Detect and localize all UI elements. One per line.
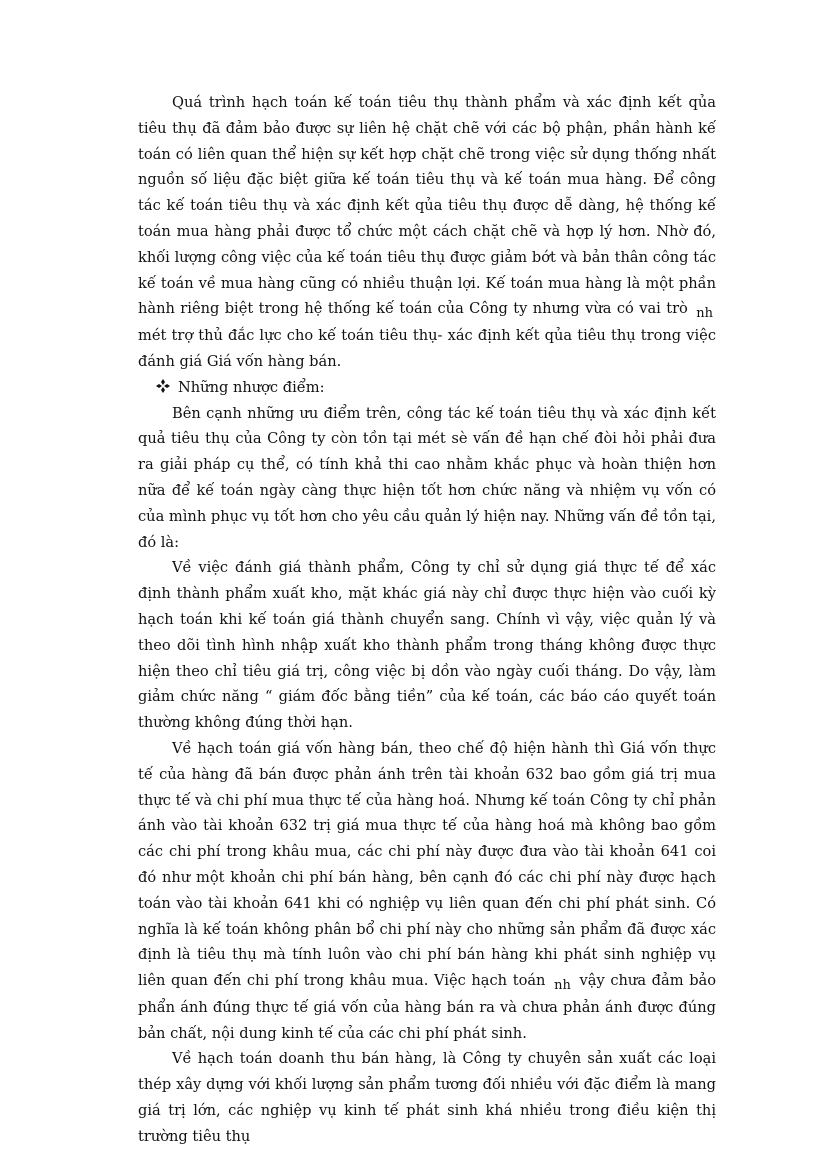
four-diamond-bullet-icon — [156, 379, 170, 393]
paragraph-4-subscript: nh — [554, 978, 571, 994]
paragraph-1 — [138, 90, 716, 375]
document-page — [138, 90, 716, 1150]
paragraph-1-subscript: nh — [696, 306, 714, 322]
paragraph-4-text-before: Về hạch toán giá vốn hàng bán, theo chế độ hiện hành thì Giá vốn thực tế của hàng đã bán được phản ánh trên tài khoản 632 bao gồm giá trị mua thực tế và chi phí mua thực tế của hàng hoá. Nhưng kế toán Công ty chỉ phản ánh vào tài khoản 632 trị giá mua thực tế của hàng hoá mà không bao gồm các chi phí trong khâu mua, các chi phí này được đưa vào tài khoản 641 coi đó như một khoản chi phí bán hàng, bên cạnh đó các chi phí này được hạch toán vào tài khoản 641 khi có nghiệp vụ liên quan đến chi phí phát sinh. Có nghĩa là kế toán không phân bổ chi phí này cho những sản phẩm đã được xác định là tiêu thụ mà tính luôn vào chi phí bán hàng khi phát sinh nghiệp vụ liên quan đến chi phí trong khâu mua. Việc hạch toán — [138, 739, 716, 990]
paragraph-2: Bên cạnh những ưu điểm trên, công tác kế toán tiêu thụ và xác định kết quả tiêu thụ của Công ty còn tồn tại mét sè vấn đề hạn chế đòi hỏi phải đưa ra giải pháp cụ thể, có tính khả thi cao nhằm khắc phục và hoàn thiện hơn nữa để kế toán ngày càng thực hiện tốt hơn chức năng và nhiệm vụ vốn có của mình phục vụ tốt hơn cho yêu cầu quản lý hiện nay. Những vấn đề tồn tại, đó là: — [138, 404, 716, 551]
paragraph-1-text-before: Quá trình hạch toán kế toán tiêu thụ thành phẩm và xác định kết qủa tiêu thụ đã đảm bảo được sự liên hệ chặt chẽ với các bộ phận, phần hành kế toán có liên quan thể hiện sự kết hợp chặt chẽ trong việc sử dụng thống nhất nguồn số liệu đặc biệt giữa kế toán tiêu thụ và kế toán mua hàng. Để công tác kế toán tiêu thụ và xác định kết qủa tiêu thụ được dễ dàng, hệ thống kế toán mua hàng phải được tổ chức một cách chặt chẽ và hợp lý hơn. Nhờ đó, khối lượng công việc của kế toán tiêu thụ được giảm bớt và bản thân công tác kế toán về mua hàng cũng có nhiều thuận lợi. Kế toán mua hàng là một phần hành riêng biệt trong hệ thống kế toán của Công ty nhưng vừa có vai trò — [138, 94, 716, 318]
bullet-heading — [138, 375, 716, 401]
paragraph-5: Về hạch toán doanh thu bán hàng, là Công ty chuyên sản xuất các loại thép xây dựng với khối lượng sản phẩm tương đối nhiều với đặc điểm là mang giá trị lớn, các nghiệp vụ kinh tế phát sinh khá nhiều trong điều kiện thị trường tiêu thụ — [138, 1050, 716, 1145]
bullet-heading-label: Những nhược điểm: — [178, 378, 325, 396]
paragraph-3: Về việc đánh giá thành phẩm, Công ty chỉ sử dụng giá thực tế để xác định thành phẩm xuất kho, mặt khác giá này chỉ được thực hiện vào cuối kỳ hạch toán khi kế toán giá thành chuyển sang. Chính vì vậy, việc quản lý và theo dõi tình hình nhập xuất kho thành phẩm trong tháng không được thực hiện theo chỉ tiêu giá trị, công việc bị dồn vào ngày cuối tháng. Do vậy, làm giảm chức năng “ giám đốc bằng tiền” của kế toán, các báo cáo quyết toán thường không đúng thời hạn. — [138, 559, 716, 732]
paragraph-4 — [138, 736, 716, 1047]
paragraph-1-text-after: mét trợ thủ đắc lực cho kế toán tiêu thụ- xác định kết qủa tiêu thụ trong việc đánh giá Giá vốn hàng bán. — [138, 327, 716, 370]
paragraph-4-text-after: vậy chưa đảm bảo phẩn ánh đúng thực tế giá vốn của hàng bán ra và chưa phản ánh được đúng bản chất, nội dung kinh tế của các chi phí phát sinh. — [138, 972, 717, 1042]
